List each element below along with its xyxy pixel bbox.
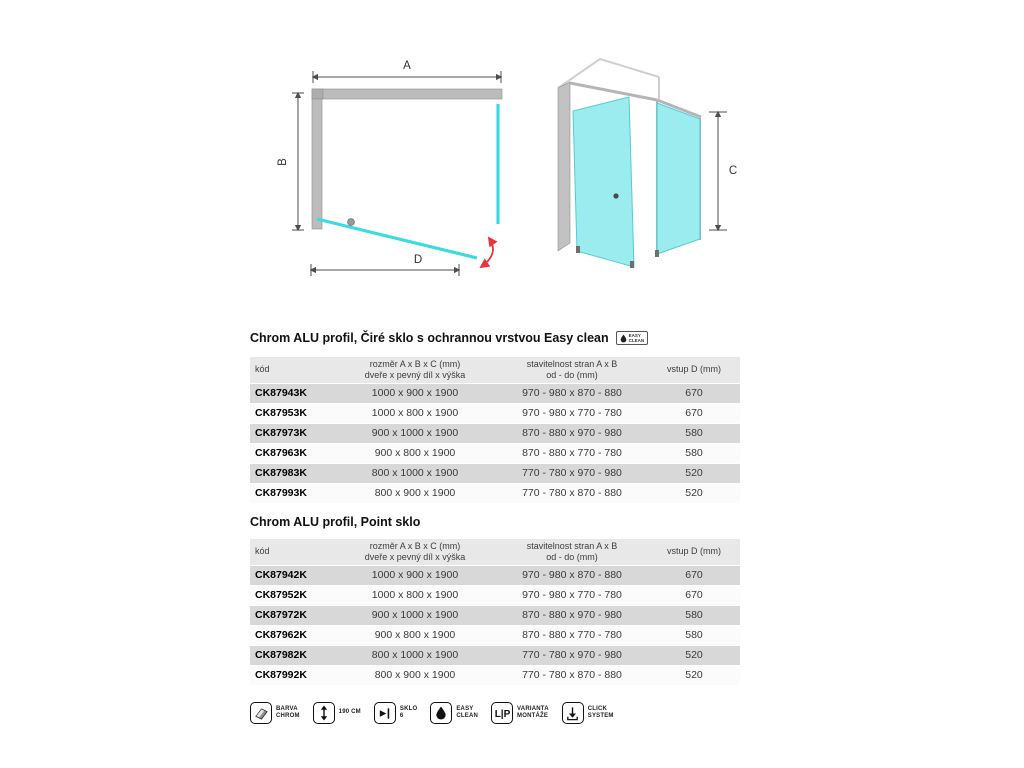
cell-vstup: 670 — [648, 585, 740, 605]
door-foot — [630, 261, 634, 268]
cell-kod: CK87943K — [250, 383, 334, 403]
footer-feature-icons — [250, 702, 614, 724]
cell-rozmer: 900 x 1000 x 1900 — [334, 423, 496, 443]
cell-kod: CK87952K — [250, 585, 334, 605]
cell-vstup: 670 — [648, 565, 740, 585]
isometric-diagram — [543, 52, 763, 292]
feature-label: EASY CLEAN — [456, 705, 479, 719]
cell-stavitelnost: 970 - 980 x 870 - 880 — [496, 383, 648, 403]
column-header-line: vstup D (mm) — [667, 364, 721, 375]
feature-sklo-6 — [374, 702, 417, 724]
table-row — [250, 625, 740, 645]
cell-vstup: 520 — [648, 463, 740, 483]
left-wall-profile — [312, 99, 322, 229]
dim-label-c: C — [728, 165, 738, 177]
cell-kod: CK87993K — [250, 483, 334, 503]
top-wall-profile — [312, 89, 502, 99]
table-row — [250, 665, 740, 685]
cell-vstup: 580 — [648, 605, 740, 625]
column-header-line: od - do (mm) — [546, 551, 598, 562]
cell-rozmer: 1000 x 800 x 1900 — [334, 403, 496, 423]
cell-stavitelnost: 970 - 980 x 870 - 880 — [496, 565, 648, 585]
column-header-line: kód — [255, 546, 270, 557]
door-hinge — [348, 219, 355, 226]
column-header-stavitelnost — [496, 539, 648, 565]
spec-table-easy-clean — [250, 357, 740, 504]
cell-rozmer: 1000 x 900 x 1900 — [334, 383, 496, 403]
corner-foot — [655, 250, 659, 257]
door-glass-3d — [573, 97, 634, 267]
table-row — [250, 585, 740, 605]
table-header-row — [250, 357, 740, 383]
column-header-line: kód — [255, 364, 270, 375]
cell-stavitelnost: 770 - 780 x 970 - 980 — [496, 463, 648, 483]
front-top-frame — [570, 83, 657, 100]
sklo-6-icon — [374, 702, 396, 724]
feature-label: BARVA CHROM — [276, 705, 300, 719]
table-row — [250, 605, 740, 625]
cell-kod: CK87972K — [250, 605, 334, 625]
table-row — [250, 463, 740, 483]
feature-easy-clean — [430, 702, 478, 724]
column-header-rozmer — [334, 357, 496, 383]
cell-kod: CK87942K — [250, 565, 334, 585]
cell-kod: CK87983K — [250, 463, 334, 483]
column-header-kod — [250, 357, 334, 383]
cell-rozmer: 800 x 1000 x 1900 — [334, 645, 496, 665]
corner-profile — [312, 89, 323, 99]
cell-vstup: 520 — [648, 665, 740, 685]
feature-varianta-montaze — [491, 702, 549, 724]
feature-height-190 — [313, 702, 361, 724]
left-profile-strip — [558, 82, 570, 251]
column-header-line: rozměr A x B x C (mm) — [369, 540, 461, 551]
cell-kod: CK87963K — [250, 443, 334, 463]
cell-vstup: 580 — [648, 625, 740, 645]
easy-clean-badge — [616, 331, 649, 345]
badge-line: CLEAN — [628, 338, 645, 343]
cell-stavitelnost: 870 - 880 x 970 - 980 — [496, 605, 648, 625]
feature-label: 190 CM — [338, 709, 361, 716]
drop-icon — [620, 334, 627, 343]
cell-rozmer: 800 x 900 x 1900 — [334, 665, 496, 685]
column-header-line: od - do (mm) — [546, 369, 598, 380]
barva-chrom-icon — [250, 702, 272, 724]
cell-stavitelnost: 870 - 880 x 770 - 780 — [496, 443, 648, 463]
column-header-line: stavitelnost stran A x B — [526, 540, 618, 551]
spec-table-point — [250, 539, 740, 686]
column-header-line: dveře x pevný díl x výška — [364, 369, 466, 380]
section-title-text: Chrom ALU profil, Point sklo — [250, 515, 421, 529]
cell-vstup: 520 — [648, 483, 740, 503]
svg-text:L|P: L|P — [494, 709, 510, 720]
column-header-vstup — [648, 357, 740, 383]
dim-label-b: B — [277, 158, 289, 166]
column-header-rozmer — [334, 539, 496, 565]
badge-line: EASY — [628, 332, 641, 338]
cell-stavitelnost: 770 - 780 x 970 - 980 — [496, 645, 648, 665]
table-row — [250, 423, 740, 443]
column-header-vstup — [648, 539, 740, 565]
cell-stavitelnost: 970 - 980 x 770 - 780 — [496, 403, 648, 423]
door-glass-panel — [317, 219, 477, 258]
column-header-line: stavitelnost stran A x B — [526, 358, 618, 369]
table-header-row — [250, 539, 740, 565]
door-foot — [576, 246, 580, 253]
cell-vstup: 670 — [648, 383, 740, 403]
side-glass-3d — [657, 103, 700, 254]
click-system-icon — [562, 702, 584, 724]
varianta-montaze-icon — [491, 702, 513, 724]
cell-rozmer: 900 x 1000 x 1900 — [334, 605, 496, 625]
cell-kod: CK87992K — [250, 665, 334, 685]
easy-clean-icon — [430, 702, 452, 724]
column-header-line: dveře x pevný díl x výška — [364, 551, 466, 562]
cell-rozmer: 900 x 800 x 1900 — [334, 625, 496, 645]
cell-stavitelnost: 870 - 880 x 970 - 980 — [496, 423, 648, 443]
dim-label-a: A — [403, 60, 411, 72]
feature-barva-chrom — [250, 702, 300, 724]
feature-label: SKLO 6 — [399, 705, 418, 719]
cell-rozmer: 1000 x 800 x 1900 — [334, 585, 496, 605]
cell-vstup: 520 — [648, 645, 740, 665]
table-row — [250, 483, 740, 503]
section-easy-clean — [250, 357, 740, 504]
cell-stavitelnost: 770 - 780 x 870 - 880 — [496, 665, 648, 685]
section-title-easy-clean — [250, 331, 648, 345]
cell-stavitelnost: 970 - 980 x 770 - 780 — [496, 585, 648, 605]
dim-label-d: D — [413, 254, 423, 266]
cell-vstup: 580 — [648, 443, 740, 463]
cell-vstup: 670 — [648, 403, 740, 423]
door-handle — [613, 193, 618, 198]
table-row — [250, 565, 740, 585]
height-190-icon — [313, 702, 335, 724]
section-title-text: Chrom ALU profil, Čiré sklo s ochrannou vrstvou Easy clean — [250, 331, 609, 345]
cell-kod: CK87982K — [250, 645, 334, 665]
cell-kod: CK87962K — [250, 625, 334, 645]
cell-rozmer: 800 x 1000 x 1900 — [334, 463, 496, 483]
table-row — [250, 403, 740, 423]
feature-click-system — [562, 702, 614, 724]
column-header-kod — [250, 539, 334, 565]
cell-stavitelnost: 870 - 880 x 770 - 780 — [496, 625, 648, 645]
section-title-point — [250, 515, 420, 529]
door-swing-arrow — [481, 238, 493, 267]
cell-kod: CK87973K — [250, 423, 334, 443]
top-view-diagram — [268, 56, 516, 294]
cell-rozmer: 800 x 900 x 1900 — [334, 483, 496, 503]
table-row — [250, 383, 740, 403]
column-header-line: rozměr A x B x C (mm) — [369, 358, 461, 369]
cell-rozmer: 900 x 800 x 1900 — [334, 443, 496, 463]
column-header-stavitelnost — [496, 357, 648, 383]
table-row — [250, 443, 740, 463]
cell-vstup: 580 — [648, 423, 740, 443]
cell-stavitelnost: 770 - 780 x 870 - 880 — [496, 483, 648, 503]
column-header-line: vstup D (mm) — [667, 546, 721, 557]
table-row — [250, 645, 740, 665]
cell-rozmer: 1000 x 900 x 1900 — [334, 565, 496, 585]
section-point — [250, 539, 740, 686]
cell-kod: CK87953K — [250, 403, 334, 423]
feature-label: VARIANTA MONTÁŽE — [517, 705, 549, 719]
feature-label: CLICK SYSTEM — [587, 705, 614, 719]
